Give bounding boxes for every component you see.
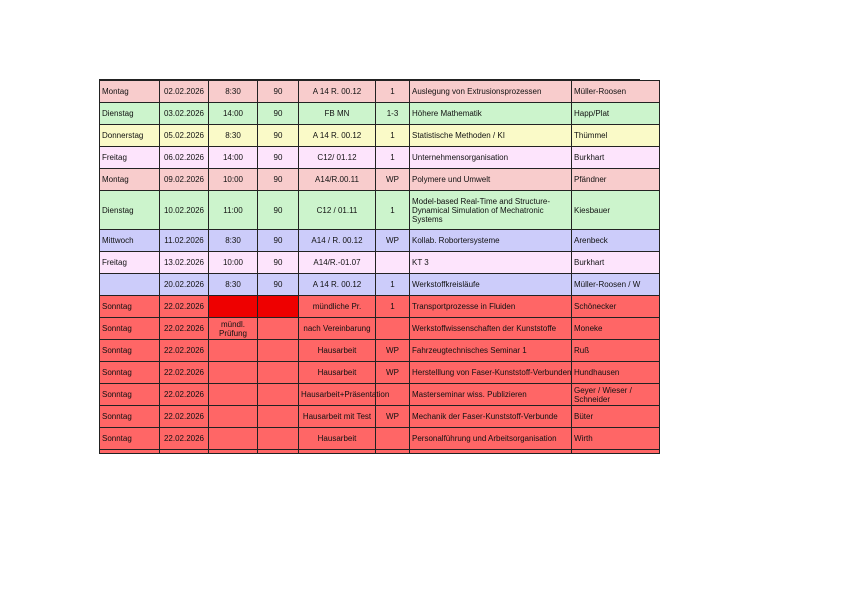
room-cell: Hausarbeit bbox=[299, 428, 376, 450]
time-cell: 8:30 bbox=[209, 81, 258, 103]
duration-cell bbox=[258, 384, 299, 406]
semester-cell: WP bbox=[376, 340, 410, 362]
room-cell: C12 / 01.11 bbox=[299, 191, 376, 230]
lecturer-cell bbox=[572, 450, 660, 454]
duration-cell: 90 bbox=[258, 230, 299, 252]
day-cell: Sonntag bbox=[100, 362, 160, 384]
room-cell: C12/ 01.12 bbox=[299, 147, 376, 169]
duration-cell bbox=[258, 340, 299, 362]
day-cell bbox=[100, 274, 160, 296]
day-cell: Donnerstag bbox=[100, 125, 160, 147]
day-cell: Sonntag bbox=[100, 428, 160, 450]
day-cell: Freitag bbox=[100, 147, 160, 169]
room-cell: A 14 R. 00.12 bbox=[299, 81, 376, 103]
semester-cell: WP bbox=[376, 406, 410, 428]
lecturer-cell: Hundhausen bbox=[572, 362, 660, 384]
duration-cell: 90 bbox=[258, 103, 299, 125]
table-row bbox=[100, 103, 660, 125]
duration-cell: 90 bbox=[258, 191, 299, 230]
semester-cell: 1 bbox=[376, 296, 410, 318]
room-cell: Hausarbeit bbox=[299, 340, 376, 362]
time-cell bbox=[209, 406, 258, 428]
time-cell: 8:30 bbox=[209, 274, 258, 296]
duration-cell bbox=[258, 450, 299, 454]
day-cell: Mittwoch bbox=[100, 230, 160, 252]
semester-cell bbox=[376, 318, 410, 340]
semester-cell bbox=[376, 252, 410, 274]
room-cell: Hausarbeit bbox=[299, 362, 376, 384]
course-cell: Höhere Mathematik bbox=[410, 103, 572, 125]
duration-cell: 90 bbox=[258, 252, 299, 274]
lecturer-cell: Schönecker bbox=[572, 296, 660, 318]
semester-cell: 1 bbox=[376, 125, 410, 147]
exam-schedule-sheet bbox=[99, 79, 640, 453]
time-cell: mündl. Prüfung bbox=[209, 318, 258, 340]
table-row bbox=[100, 384, 660, 406]
date-cell: 02.02.2026 bbox=[160, 81, 209, 103]
lecturer-cell: Ruß bbox=[572, 340, 660, 362]
time-cell: 14:00 bbox=[209, 103, 258, 125]
duration-cell bbox=[258, 362, 299, 384]
day-cell: Sonntag bbox=[100, 318, 160, 340]
time-cell bbox=[209, 362, 258, 384]
duration-cell: 90 bbox=[258, 81, 299, 103]
lecturer-cell: Kiesbauer bbox=[572, 191, 660, 230]
day-cell: Sonntag bbox=[100, 296, 160, 318]
course-cell: Mechanik der Faser-Kunststoff-Verbunde bbox=[410, 406, 572, 428]
table-row bbox=[100, 406, 660, 428]
duration-cell bbox=[258, 428, 299, 450]
date-cell: 13.02.2026 bbox=[160, 252, 209, 274]
time-cell: 8:30 bbox=[209, 125, 258, 147]
day-cell: Sonntag bbox=[100, 384, 160, 406]
date-cell: 05.02.2026 bbox=[160, 125, 209, 147]
day-cell: Sonntag bbox=[100, 406, 160, 428]
date-cell: 06.02.2026 bbox=[160, 147, 209, 169]
course-cell: Transportprozesse in Fluiden bbox=[410, 296, 572, 318]
semester-cell: 1 bbox=[376, 274, 410, 296]
room-cell: nach Vereinbarung bbox=[299, 318, 376, 340]
course-cell: Fahrzeugtechnisches Seminar 1 bbox=[410, 340, 572, 362]
room-cell: A 14 R. 00.12 bbox=[299, 125, 376, 147]
date-cell: 22.02.2026 bbox=[160, 384, 209, 406]
date-cell: 22.02.2026 bbox=[160, 318, 209, 340]
course-cell: Werkstoffkreisläufe bbox=[410, 274, 572, 296]
lecturer-cell: Pfändner bbox=[572, 169, 660, 191]
table-row bbox=[100, 147, 660, 169]
lecturer-cell: Müller-Roosen / W bbox=[572, 274, 660, 296]
semester-cell: WP bbox=[376, 169, 410, 191]
semester-cell: 1 bbox=[376, 147, 410, 169]
duration-cell bbox=[258, 318, 299, 340]
date-cell bbox=[160, 450, 209, 454]
course-cell: Herstelllung von Faser-Kunststoff-Verbunden bbox=[410, 362, 572, 384]
date-cell: 03.02.2026 bbox=[160, 103, 209, 125]
room-cell: mündliche Pr. bbox=[299, 296, 376, 318]
date-cell: 10.02.2026 bbox=[160, 191, 209, 230]
lecturer-cell: Moneke bbox=[572, 318, 660, 340]
lecturer-cell: Burkhart bbox=[572, 147, 660, 169]
day-cell: Montag bbox=[100, 81, 160, 103]
table-row bbox=[100, 318, 660, 340]
duration-cell bbox=[258, 406, 299, 428]
semester-cell: WP bbox=[376, 230, 410, 252]
date-cell: 22.02.2026 bbox=[160, 340, 209, 362]
table-row bbox=[100, 362, 660, 384]
date-cell: 20.02.2026 bbox=[160, 274, 209, 296]
duration-cell: 90 bbox=[258, 147, 299, 169]
lecturer-cell: Müller-Roosen bbox=[572, 81, 660, 103]
room-cell: A 14 R. 00.12 bbox=[299, 274, 376, 296]
semester-cell: 1 bbox=[376, 81, 410, 103]
table-row bbox=[100, 81, 660, 103]
date-cell: 22.02.2026 bbox=[160, 296, 209, 318]
semester-cell: 1-3 bbox=[376, 103, 410, 125]
duration-cell bbox=[258, 296, 299, 318]
date-cell: 09.02.2026 bbox=[160, 169, 209, 191]
room-cell: Hausarbeit+Präsentation bbox=[299, 384, 376, 406]
time-cell: 11:00 bbox=[209, 191, 258, 230]
lecturer-cell: Burkhart bbox=[572, 252, 660, 274]
course-cell: Statistische Methoden / KI bbox=[410, 125, 572, 147]
lecturer-cell: Thümmel bbox=[572, 125, 660, 147]
table-row bbox=[100, 296, 660, 318]
duration-cell: 90 bbox=[258, 274, 299, 296]
course-cell: Kollab. Robortersysteme bbox=[410, 230, 572, 252]
time-cell bbox=[209, 296, 258, 318]
date-cell: 22.02.2026 bbox=[160, 362, 209, 384]
time-cell bbox=[209, 450, 258, 454]
lecturer-cell: Büter bbox=[572, 406, 660, 428]
semester-cell: WP bbox=[376, 362, 410, 384]
duration-cell: 90 bbox=[258, 125, 299, 147]
lecturer-cell: Happ/Plat bbox=[572, 103, 660, 125]
day-cell bbox=[100, 450, 160, 454]
course-cell: Polymere und Umwelt bbox=[410, 169, 572, 191]
course-cell: Werkstoffwissenschaften der Kunststoffe bbox=[410, 318, 572, 340]
course-cell: Unternehmensorganisation bbox=[410, 147, 572, 169]
date-cell: 22.02.2026 bbox=[160, 428, 209, 450]
table-row bbox=[100, 230, 660, 252]
time-cell bbox=[209, 384, 258, 406]
time-cell bbox=[209, 340, 258, 362]
course-cell: Auslegung von Extrusionsprozessen bbox=[410, 81, 572, 103]
course-cell: Personalführung und Arbeitsorganisation bbox=[410, 428, 572, 450]
course-cell: KT 3 bbox=[410, 252, 572, 274]
course-cell bbox=[410, 450, 572, 454]
schedule-rows bbox=[100, 81, 660, 454]
time-cell: 14:00 bbox=[209, 147, 258, 169]
duration-cell: 90 bbox=[258, 169, 299, 191]
table-row bbox=[100, 191, 660, 230]
table-row bbox=[100, 450, 660, 454]
table-row bbox=[100, 274, 660, 296]
room-cell bbox=[299, 450, 376, 454]
day-cell: Montag bbox=[100, 169, 160, 191]
time-cell: 8:30 bbox=[209, 230, 258, 252]
semester-cell: 1 bbox=[376, 191, 410, 230]
day-cell: Dienstag bbox=[100, 103, 160, 125]
exam-schedule-table bbox=[99, 80, 660, 454]
time-cell: 10:00 bbox=[209, 252, 258, 274]
day-cell: Dienstag bbox=[100, 191, 160, 230]
lecturer-cell: Geyer / Wieser / Schneider bbox=[572, 384, 660, 406]
room-cell: A14/R.-01.07 bbox=[299, 252, 376, 274]
table-row bbox=[100, 340, 660, 362]
date-cell: 22.02.2026 bbox=[160, 406, 209, 428]
table-row bbox=[100, 428, 660, 450]
time-cell bbox=[209, 428, 258, 450]
course-cell: Masterseminar wiss. Publizieren bbox=[410, 384, 572, 406]
semester-cell bbox=[376, 428, 410, 450]
lecturer-cell: Wirth bbox=[572, 428, 660, 450]
day-cell: Freitag bbox=[100, 252, 160, 274]
date-cell: 11.02.2026 bbox=[160, 230, 209, 252]
table-row bbox=[100, 125, 660, 147]
time-cell: 10:00 bbox=[209, 169, 258, 191]
lecturer-cell: Arenbeck bbox=[572, 230, 660, 252]
day-cell: Sonntag bbox=[100, 340, 160, 362]
room-cell: A14/R.00.11 bbox=[299, 169, 376, 191]
table-row bbox=[100, 252, 660, 274]
room-cell: A14 / R. 00.12 bbox=[299, 230, 376, 252]
semester-cell bbox=[376, 450, 410, 454]
course-cell: Model-based Real-Time and Structure-Dynamical Simulation of Mechatronic Systems bbox=[410, 191, 572, 230]
room-cell: FB MN bbox=[299, 103, 376, 125]
room-cell: Hausarbeit mit Test bbox=[299, 406, 376, 428]
table-row bbox=[100, 169, 660, 191]
